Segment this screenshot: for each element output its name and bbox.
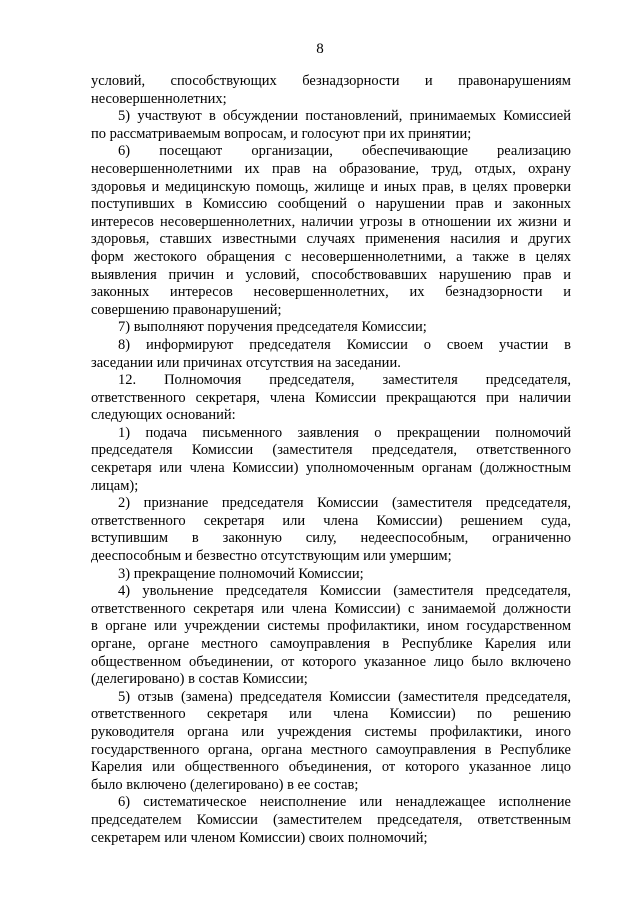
text-line: несовершеннолетних;: [91, 90, 227, 107]
text-line: ответственного секретаря или члена Комиссии) с занимаемой должности: [91, 600, 571, 617]
text-line: 1) подача письменного заявления о прекращении полномочий: [118, 424, 571, 441]
document-body: [91, 73, 571, 847]
text-line: совершению правонарушений;: [91, 301, 282, 318]
text-line: государственного органа, органа местного самоуправления в Республике: [91, 741, 571, 758]
text-line: дееспособным и безвестно отсутствующим или умершим;: [91, 548, 452, 565]
text-line: ответственного секретаря, члена Комиссии прекращаются при наличии: [91, 389, 571, 406]
text-line: 6) посещают организации, обеспечивающие реализацию: [118, 143, 571, 160]
text-line: 5) отзыв (замена) председателя Комиссии (заместителя председателя,: [118, 688, 571, 705]
text-line: Карелия или общественного объединения, от которого указанное лицо: [91, 759, 571, 776]
text-line: председателя Комиссии (заместителя председателя, ответственного: [91, 442, 571, 459]
text-line: ответственного секретаря или члена Комиссии) по решению: [91, 706, 571, 723]
text-line: в органе или учреждении системы профилактики, ином государственном: [91, 618, 571, 635]
text-line: ответственного секретаря или члена Комиссии) решением суда,: [91, 512, 571, 529]
text-line: заседании или причинах отсутствия на заседании.: [91, 354, 401, 371]
text-line: 7) выполняют поручения председателя Комиссии;: [118, 319, 427, 336]
text-line: поступивших в Комиссию сообщений о нарушении прав и законных: [91, 196, 571, 213]
text-line: здоровья и медицинскую помощь, жилище и иных прав, в целях проверки: [91, 178, 571, 195]
text-line: 4) увольнение председателя Комиссии (заместителя председателя,: [118, 583, 571, 600]
text-line: органе, органе местного самоуправления в Республике Карелия или: [91, 636, 571, 652]
text-line: несовершеннолетними их прав на образование, труд, отдых, охрану: [91, 160, 571, 177]
text-line: лицам);: [91, 477, 139, 494]
text-line: интересов несовершеннолетних, наличии угрозы в отношении их жизни и: [91, 213, 571, 230]
text-line: было включено (делегировано) в ее состав;: [91, 776, 359, 793]
text-line: форм жестокого обращения с несовершеннолетними, а также в целях: [91, 248, 571, 265]
text-line: условий, способствующих безнадзорности и правонарушениям: [91, 73, 571, 89]
text-line: секретарем или членом Комиссии) своих полномочий;: [91, 829, 428, 846]
text-line: выявления причин и условий, способствовавших нарушению прав и: [91, 266, 571, 283]
text-line: 12. Полномочия председателя, заместителя председателя,: [118, 372, 571, 389]
text-line: 6) систематическое неисполнение или ненадлежащее исполнение: [118, 794, 571, 811]
text-line: руководителя органа или учреждения системы профилактики, иного: [91, 723, 571, 740]
text-line: следующих оснований:: [91, 407, 236, 424]
text-line: 5) участвуют в обсуждении постановлений, принимаемых Комиссией: [118, 108, 571, 125]
text-line: (делегировано) в состав Комиссии;: [91, 671, 308, 688]
page-number: 8: [316, 41, 324, 57]
text-line: по рассматриваемым вопросам, и голосуют при их принятии;: [91, 125, 472, 142]
text-line: секретаря или члена Комиссии) уполномоченным органам (должностным: [91, 460, 571, 477]
text-line: законных интересов несовершеннолетних, их безнадзорности и: [91, 284, 571, 301]
text-line: вступившим в законную силу, недееспособным, ограниченно: [91, 530, 571, 547]
text-line: здоровья, ставших известными случаях применения насилия и других: [91, 231, 571, 248]
text-line: председателем Комиссии (заместителем председателя, ответственным: [91, 811, 571, 828]
text-line: общественном объединении, от которого указанное лицо было включено: [91, 653, 571, 670]
text-line: 3) прекращение полномочий Комиссии;: [118, 565, 364, 582]
text-line: 2) признание председателя Комиссии (заместителя председателя,: [118, 495, 571, 512]
text-line: 8) информируют председателя Комиссии о своем участии в: [118, 336, 571, 353]
